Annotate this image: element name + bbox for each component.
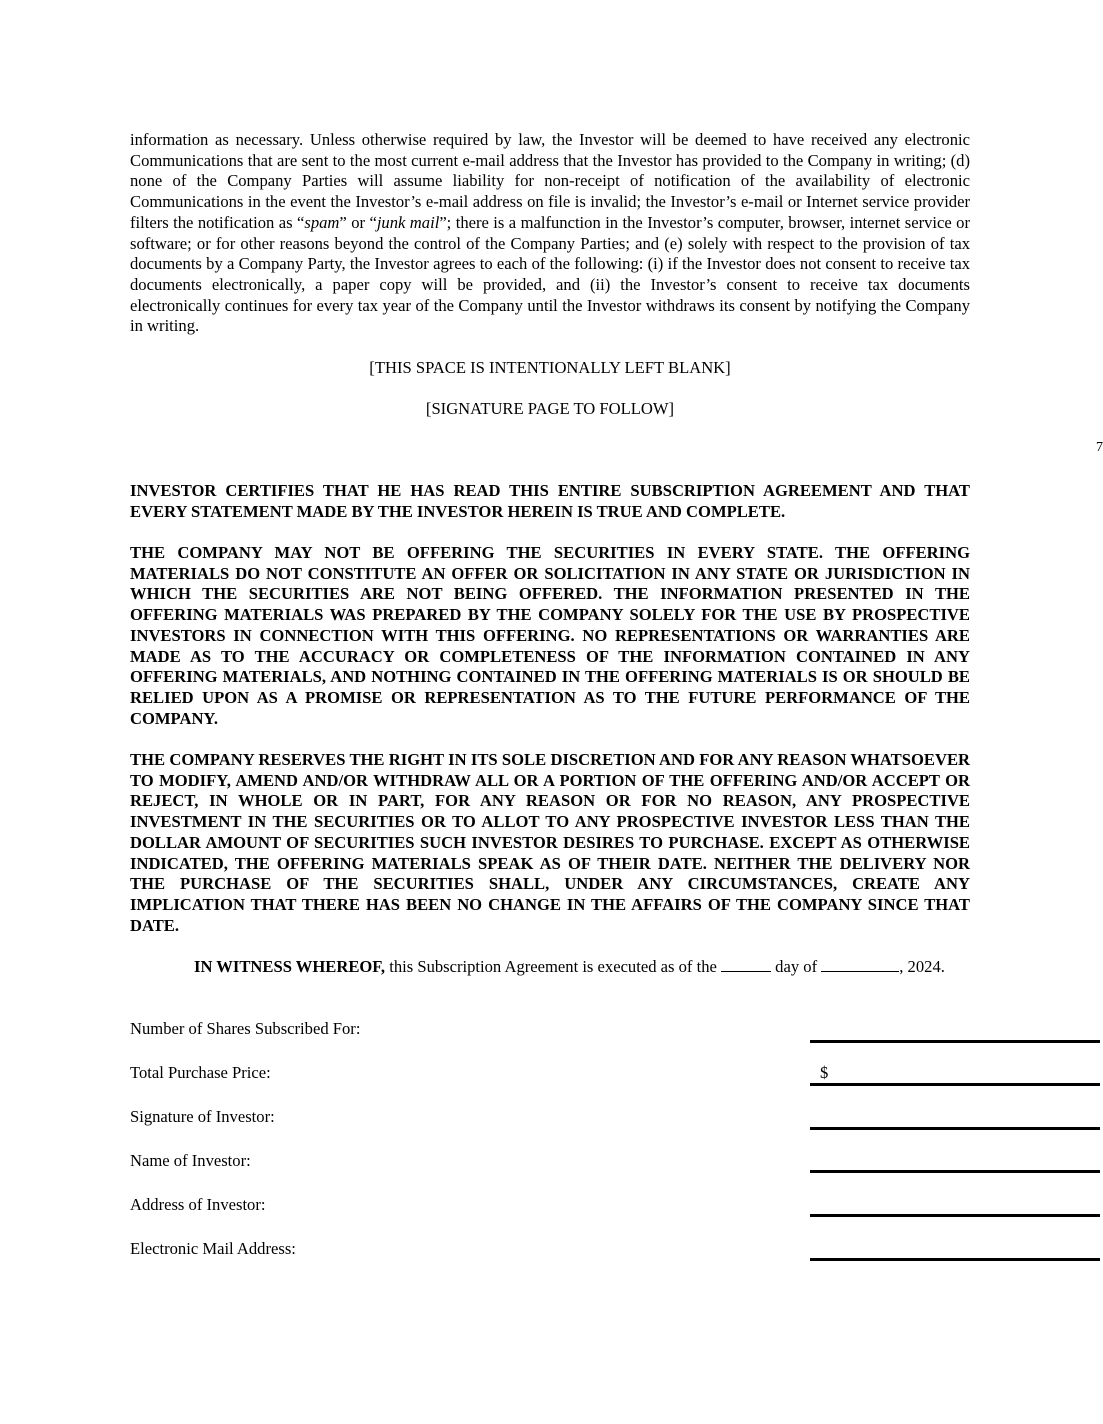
page-edge-mark: 7 [1096, 440, 1103, 455]
intro-text-junk-mail: junk mail [376, 212, 440, 232]
investor-certification-paragraph: INVESTOR CERTIFIES THAT HE HAS READ THIS ENTIRE SUBSCRIPTION AGREEMENT AND THAT EVERY STATEMENT MADE BY THE INVESTOR HEREIN IS TRUE AND COMPLETE. [130, 481, 970, 521]
investor-name-line[interactable] [810, 1170, 1100, 1173]
price-currency-symbol: $ [820, 1063, 829, 1082]
investor-name-label: Name of Investor: [130, 1151, 251, 1170]
shares-subscribed-line[interactable] [810, 1040, 1100, 1043]
shares-subscribed-label: Number of Shares Subscribed For: [130, 1019, 361, 1038]
day-blank[interactable] [721, 957, 771, 972]
company-reserves-paragraph: THE COMPANY RESERVES THE RIGHT IN ITS SOLE DISCRETION AND FOR ANY REASON WHATSOEVER TO MODIFY, AMEND AND/OR WITHDRAW ALL OR A PORTION OF THE OFFERING AND/OR ACCEPT OR REJECT, IN WHOLE OR IN PART, FOR ANY REASON OR FOR NO REASON, ANY PROSPECTIVE INVESTMENT IN THE SECURITIES OR TO ALLOT TO ANY PROSPECTIVE INVESTOR LESS THAN THE DOLLAR AMOUNT OF SECURITIES SUCH INVESTOR DESIRES TO PURCHASE. EXCEPT AS OTHERWISE INDICATED, THE OFFERING MATERIALS SPEAK AS OF THEIR DATE. NEITHER THE DELIVERY NOR THE PURCHASE OF THE SECURITIES SHALL, UNDER ANY CIRCUMSTANCES, CREATE ANY IMPLICATION THAT THERE HAS BEEN NO CHANGE IN THE AFFAIRS OF THE COMPANY SINCE THAT DATE. [130, 750, 970, 935]
intro-text-spam: spam [304, 212, 340, 232]
signature-follow-notice: [SIGNATURE PAGE TO FOLLOW] [425, 399, 675, 418]
total-price-line[interactable] [810, 1083, 1100, 1086]
intro-text-part-1: information as necessary. Unless otherwise required by law, the Investor will be deemed to have received any electronic Communications that are sent to the most current e-mail address that the Investor has provided to the Company in writing; (d) none of the Company Parties will assume liability for non-receipt of notification of the availability of electronic Communications in the event the Investor’s e-mail address on file is invalid; the Investor’s e-mail or Internet service provider filters the notification as “ [130, 130, 970, 232]
intro-paragraph [130, 130, 970, 337]
investor-signature-label: Signature of Investor: [130, 1107, 275, 1126]
blank-space-notice: [THIS SPACE IS INTENTIONALLY LEFT BLANK] [369, 358, 731, 377]
total-price-label: Total Purchase Price: [130, 1063, 271, 1082]
witness-text-2: day of [771, 957, 822, 976]
email-address-line[interactable] [810, 1258, 1100, 1261]
offering-disclaimer-paragraph: THE COMPANY MAY NOT BE OFFERING THE SECURITIES IN EVERY STATE. THE OFFERING MATERIALS DO NOT CONSTITUTE AN OFFER OR SOLICITATION IN ANY STATE OR JURISDICTION IN WHICH THE SECURITIES ARE NOT BEING OFFERED. THE INFORMATION PRESENTED IN THE OFFERING MATERIALS WAS PREPARED BY THE COMPANY SOLELY FOR THE USE BY PROSPECTIVE INVESTORS IN CONNECTION WITH THIS OFFERING. NO REPRESENTATIONS OR WARRANTIES ARE MADE AS TO THE ACCURACY OR COMPLETENESS OF THE INFORMATION CONTAINED IN ANY OFFERING MATERIALS, AND NOTHING CONTAINED IN THE OFFERING MATERIALS IS OR SHOULD BE RELIED UPON AS A PROMISE OR REPRESENTATION AS TO THE FUTURE PERFORMANCE OF THE COMPANY. [130, 543, 970, 728]
witness-text-1: this Subscription Agreement is executed as of the [385, 957, 722, 976]
witness-lead: IN WITNESS WHEREOF, [194, 957, 386, 976]
witness-clause [130, 957, 970, 978]
investor-address-label: Address of Investor: [130, 1195, 266, 1214]
month-blank[interactable] [821, 957, 899, 972]
investor-signature-line[interactable] [810, 1127, 1100, 1130]
intro-text-part-3: ”; there is a malfunction in the Investor’s computer, browser, internet service or software; or for other reasons beyond the control of the Company Parties; and (e) solely with respect to the provision of tax documents by a Company Party, the Investor agrees to each of the following: (i) if the Investor does not consent to receive tax documents electronically, a paper copy will be provided, and (ii) the Investor’s consent to receive tax documents electronically continues for every tax year of the Company until the Investor withdraws its consent by notifying the Company in writing. [130, 212, 970, 336]
investor-address-line[interactable] [810, 1214, 1100, 1217]
email-address-label: Electronic Mail Address: [130, 1239, 296, 1258]
witness-text-3: , 2024. [899, 957, 945, 976]
intro-text-part-2: ” or “ [339, 212, 377, 232]
